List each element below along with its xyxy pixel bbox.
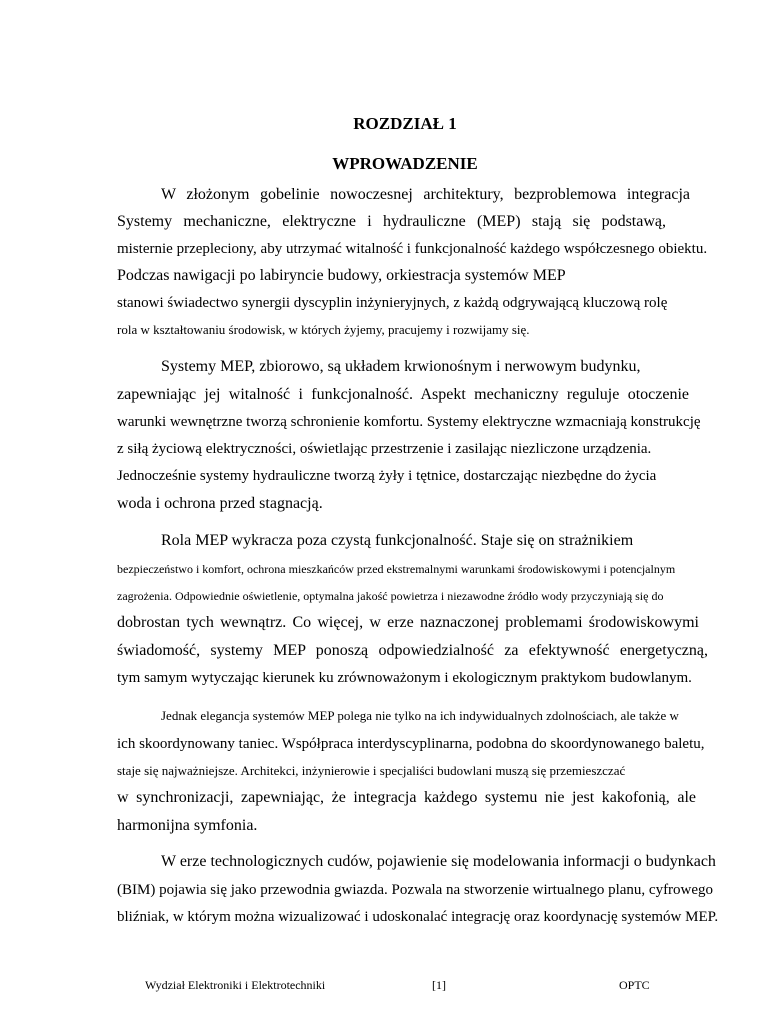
paragraph-line: Podczas nawigacji po labiryncie budowy, orkiestracja systemów MEP [117, 267, 566, 284]
paragraph-line: woda i ochrona przed stagnacją. [117, 495, 323, 512]
paragraph-line: bezpieczeństwo i komfort, ochrona mieszkańców przed ekstremalnymi warunkami środowiskowymi i potencjalnym [117, 562, 676, 576]
paragraph-line: ich skoordynowany taniec. Współpraca interdyscyplinarna, podobna do skoordynowanego baletu, [117, 736, 705, 752]
footer-page-number: [1] [432, 978, 446, 992]
paragraph-line: w synchronizacji, zapewniając, że integracja każdego systemu nie jest kakofonią, ale [117, 789, 696, 806]
paragraph-line: świadomość, systemy MEP ponoszą odpowiedzialność za efektywność energetyczną, [117, 642, 708, 659]
paragraph-line: harmonijna symfonia. [117, 817, 258, 834]
paragraph-line: dobrostan tych wewnątrz. Co więcej, w erze naznaczonej problemami środowiskowymi [117, 614, 699, 631]
paragraph-line: bliźniak, w którym można wizualizować i udoskonalać integrację oraz koordynację systemów MEP. [117, 909, 719, 925]
chapter-title: WPROWADZENIE [332, 154, 478, 173]
footer-code: OPTC [619, 978, 650, 992]
paragraph-line: warunki wewnętrzne tworzą schronienie komfortu. Systemy elektryczne wzmacniają konstrukcję [117, 414, 701, 430]
paragraph-line: tym samym wytyczając kierunek ku zrównoważonym i ekologicznym praktykom budowlanym. [117, 670, 692, 686]
paragraph-line: W złożonym gobelinie nowoczesnej architektury, bezproblemowa integracja [161, 186, 690, 203]
paragraph-line: Systemy mechaniczne, elektryczne i hydrauliczne (MEP) stają się podstawą, [117, 213, 666, 230]
paragraph-line: zapewniając jej witalność i funkcjonalność. Aspekt mechaniczny reguluje otoczenie [117, 386, 689, 403]
paragraph-line: zagrożenia. Odpowiednie oświetlenie, optymalna jakość powietrza i niezawodne źródło wody przyczyniają się do [117, 589, 664, 603]
chapter-number: ROZDZIAŁ 1 [353, 114, 457, 133]
paragraph-line: staje się najważniejsze. Architekci, inżynierowie i specjaliści budowlani muszą się przemieszczać [117, 763, 626, 778]
paragraph-line: z siłą życiową elektryczności, oświetlając przestrzenie i zasilając niezliczone urządzenia. [117, 441, 652, 457]
paragraph-line: rola w kształtowaniu środowisk, w których żyjemy, pracujemy i rozwijamy się. [117, 322, 530, 337]
footer-faculty: Wydział Elektroniki i Elektrotechniki [145, 978, 326, 992]
paragraph-line: stanowi świadectwo synergii dyscyplin inżynieryjnych, z każdą odgrywającą kluczową rolę [117, 295, 668, 311]
paragraph-line: Systemy MEP, zbiorowo, są układem krwionośnym i nerwowym budynku, [161, 358, 641, 375]
paragraph-line: W erze technologicznych cudów, pojawienie się modelowania informacji o budynkach [161, 853, 716, 870]
paragraph-line: (BIM) pojawia się jako przewodnia gwiazda. Pozwala na stworzenie wirtualnego planu, cyfrowego [117, 882, 714, 898]
paragraph-line: Jednak elegancja systemów MEP polega nie tylko na ich indywidualnych zdolnościach, ale także w [161, 708, 679, 723]
paragraph-line: Rola MEP wykracza poza czystą funkcjonalność. Staje się on strażnikiem [161, 532, 634, 549]
paragraph-line: Jednocześnie systemy hydrauliczne tworzą żyły i tętnice, dostarczając niezbędne do życia [117, 468, 657, 484]
paragraph-line: misternie przepleciony, aby utrzymać witalność i funkcjonalność każdego współczesnego obiektu. [117, 241, 708, 257]
